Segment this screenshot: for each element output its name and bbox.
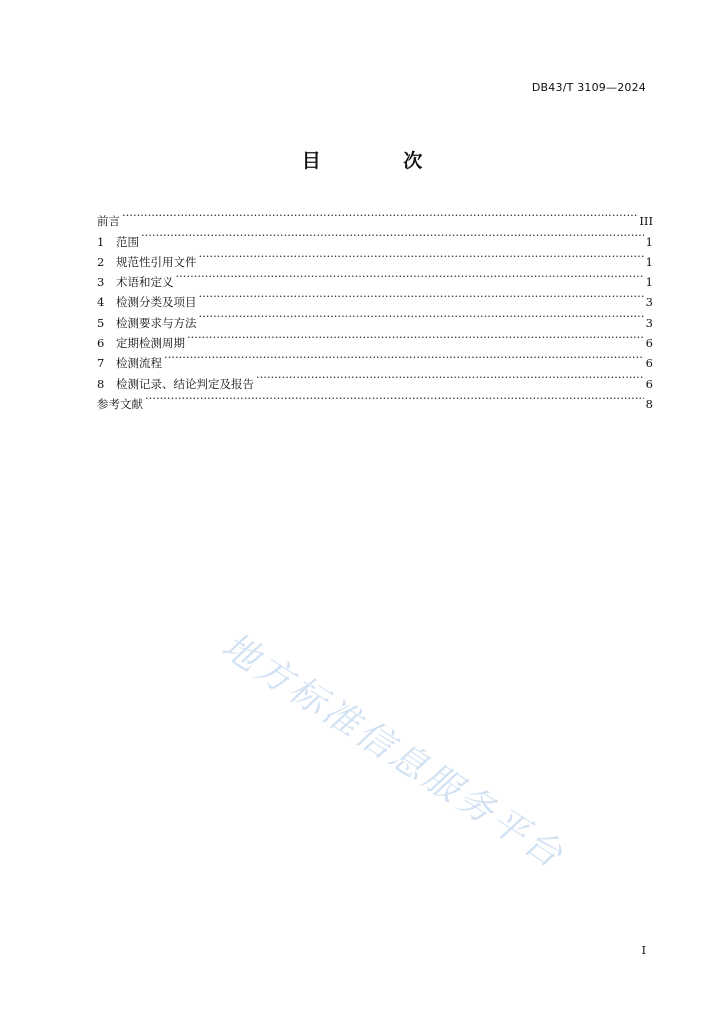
toc-label: 检测流程 (116, 356, 162, 371)
toc-label: 检测分类及项目 (116, 295, 197, 310)
toc-leader-dots (199, 286, 644, 306)
toc-label: 定期检测周期 (116, 336, 185, 351)
toc-label: 检测记录、结论判定及报告 (116, 376, 254, 391)
toc-label: 规范性引用文件 (116, 254, 197, 269)
toc-entry-3[interactable] (97, 266, 653, 290)
toc-leader-dots (187, 327, 644, 347)
toc-number: 4 (97, 295, 105, 310)
toc-leader-dots (199, 306, 644, 326)
toc-page-number: 6 (645, 376, 653, 391)
toc-leader-dots (141, 225, 644, 245)
toc-leader-dots (164, 347, 644, 367)
document-code: DB43/T 3109—2024 (531, 81, 646, 94)
toc-page-number: III (639, 214, 653, 229)
toc-entry-references[interactable] (97, 388, 653, 411)
toc-page-number: 8 (645, 396, 653, 411)
toc-leader-dots (176, 266, 644, 286)
toc-entry-8[interactable] (97, 367, 653, 391)
toc-number: 8 (97, 376, 105, 391)
toc-leader-dots (122, 205, 637, 225)
toc-page-number: 6 (645, 356, 653, 371)
toc-number: 2 (97, 254, 105, 269)
toc-number: 5 (97, 315, 105, 330)
toc-label: 参考文献 (97, 396, 143, 411)
toc-entry-7[interactable] (97, 347, 653, 371)
toc-entry-1[interactable] (97, 225, 653, 249)
page-number: I (641, 944, 646, 957)
toc-number: 1 (97, 234, 105, 249)
toc-label: 术语和定义 (116, 275, 174, 290)
toc-page-number: 3 (645, 295, 653, 310)
toc-leader-dots (256, 367, 644, 387)
toc-entry-foreword[interactable] (97, 205, 653, 229)
toc-label: 前言 (97, 214, 120, 229)
toc-page-number: 1 (645, 275, 653, 290)
toc-entry-2[interactable] (97, 246, 653, 269)
toc-page-number: 6 (645, 336, 653, 351)
toc-number: 6 (97, 336, 105, 351)
page-title: 目 次 (301, 150, 461, 172)
toc-page-number: 1 (645, 254, 653, 269)
toc-page-number: 3 (645, 315, 653, 330)
toc-page-number: 1 (645, 234, 653, 249)
toc-number: 7 (97, 356, 105, 371)
toc-label: 范围 (116, 234, 139, 249)
toc-entry-4[interactable] (97, 286, 653, 310)
toc-leader-dots (199, 246, 644, 266)
toc-leader-dots (145, 388, 644, 408)
toc-number: 3 (97, 275, 105, 290)
toc-label: 检测要求与方法 (116, 315, 197, 330)
watermark: 地方标准信息服务平台 (214, 625, 573, 878)
table-of-contents (97, 205, 653, 411)
